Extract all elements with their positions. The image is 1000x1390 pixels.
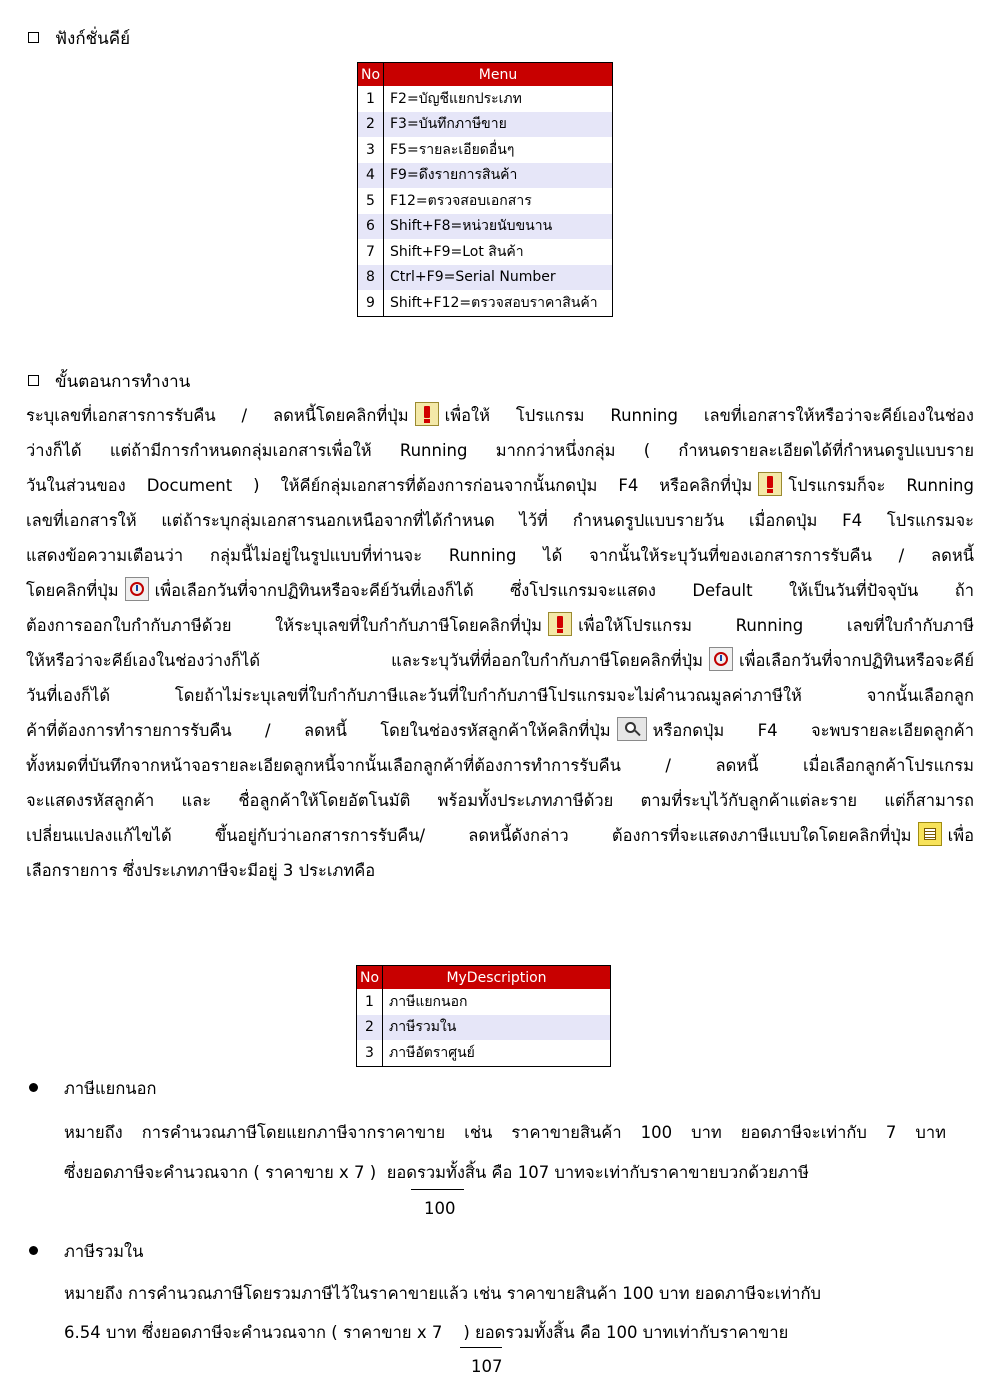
tax-type-table (356, 965, 611, 1067)
table-row[interactable] (358, 188, 613, 214)
bullet-dot-icon (29, 1083, 38, 1092)
list-select-button-icon[interactable] (918, 822, 942, 846)
procedure-paragraph (26, 398, 974, 888)
paragraph-line: เปลี่ยนแปลงแก้ไขได้ ขึ้นอยู่กับว่าเอกสารการรับคืน/ ลดหนี้ดังกล่าว ต้องการที่จะแสดงภาษีแบบใดโดยคลิกที่ปุ่ม เพื่อ (26, 818, 974, 853)
row-label: Shift+F8=หน่วยนับขนาน (384, 214, 613, 240)
running-number-button-icon[interactable] (758, 472, 782, 496)
paragraph-line: จะแสดงรหัสลูกค้า และ ชื่อลูกค้าให้โดยอัตโนมัติ พร้อมทั้งประเภทภาษีด้วย ตามที่ระบุไว้กับลูกค้าแต่ละราย แต่ก็สามารถ (26, 791, 974, 810)
bullet-formula-line: ซึ่งยอดภาษีจะคำนวณจาก ( ราคาขาย x 7 ) ยอดรวมทั้งสิ้น คือ 107 บาทจะเท่ากับราคาขายบวกด้วยภาษี (64, 1163, 809, 1182)
table-row[interactable] (358, 265, 613, 291)
table-row[interactable] (358, 163, 613, 189)
paragraph-line: ระบุเลขที่เอกสารการรับคืน / ลดหนี้โดยคลิกที่ปุ่ม เพื่อให้ โปรแกรม Running เลขที่เอกสารให้หรือว่าจะคีย์เองในช่อง (26, 398, 974, 433)
row-number: 6 (358, 214, 384, 240)
table-row[interactable] (358, 290, 613, 316)
table-row[interactable] (357, 989, 611, 1015)
row-label: F3=บันทึกภาษีขาย (384, 112, 613, 138)
fraction-denominator: 107 (471, 1357, 503, 1376)
row-number: 2 (357, 1015, 383, 1041)
paragraph-line: โดยคลิกที่ปุ่ม เพื่อเลือกวันที่จากปฏิทินหรือจะคีย์วันที่เองก็ได้ ซึ่งโปรแกรมจะแสดง Default ให้เป็นวันที่ปัจจุบัน ถ้า (26, 573, 974, 608)
table-header-row (357, 966, 611, 990)
table-row[interactable] (358, 86, 613, 112)
row-number: 2 (358, 112, 384, 138)
row-label: ภาษีแยกนอก (389, 993, 468, 1010)
section-title: ฟังก์ชั่นคีย์ (55, 29, 131, 49)
table-row[interactable] (358, 239, 613, 265)
row-number: 8 (358, 265, 384, 291)
row-number: 3 (357, 1040, 383, 1066)
row-label: F5=รายละเอียดอื่นๆ (390, 141, 515, 158)
fraction-line (460, 1347, 502, 1348)
column-header-no: No (358, 63, 384, 87)
row-number: 5 (358, 188, 384, 214)
row-number: 1 (357, 989, 383, 1015)
bullet-dot-icon (29, 1246, 38, 1255)
paragraph-line: เลขที่เอกสารให้ แต่ถ้าระบุกลุ่มเอกสารนอกเหนือจากที่ได้กำหนด ไว้ที่ กำหนดรูปแบบรายวัน เมื่อกดปุ่ม F4 โปรแกรมจะ (26, 511, 974, 530)
row-number: 9 (358, 290, 384, 316)
section-title: ขั้นตอนการทำงาน (55, 372, 191, 392)
row-number: 7 (358, 239, 384, 265)
column-header-description: MyDescription (383, 966, 611, 990)
checkbox-bullet-icon (28, 375, 39, 386)
calendar-button-icon[interactable] (125, 577, 149, 601)
running-number-button-icon[interactable] (548, 612, 572, 636)
running-number-button-icon[interactable] (415, 402, 439, 426)
row-label: Ctrl+F9=Serial Number (384, 265, 613, 291)
fraction-denominator: 100 (424, 1199, 456, 1218)
bullet-description-line: หมายถึง การคำนวณภาษีโดยรวมภาษีไว้ในราคาขายแล้ว เช่น ราคาขายสินค้า 100 บาท ยอดภาษีจะเท่ากับ (64, 1284, 821, 1303)
paragraph-line: ต้องการออกใบกำกับภาษีด้วย ให้ระบุเลขที่ใบกำกับภาษีโดยคลิกที่ปุ่ม เพื่อให้โปรแกรม Running เลขที่ใบกำกับภาษี (26, 608, 974, 643)
calendar-button-icon[interactable] (709, 647, 733, 671)
table-row[interactable] (358, 112, 613, 138)
paragraph-line: แสดงข้อความเตือนว่า กลุ่มนี้ไม่อยู่ในรูปแบบที่ท่านจะ Running ได้ จากนั้นให้ระบุวันที่ของเอกสารการรับคืน / ลดหนี้ (26, 546, 974, 565)
paragraph-line: ค้าที่ต้องการทำรายการรับคืน / ลดหนี้ โดยในช่องรหัสลูกค้าให้คลิกที่ปุ่ม หรือกดปุ่ม F4 จะพบรายละเอียดลูกค้า (26, 713, 974, 748)
search-button-icon[interactable] (617, 717, 647, 741)
bullet-title: ภาษีแยกนอก (64, 1079, 157, 1098)
paragraph-line: วันในส่วนของ Document ) ให้คีย์กลุ่มเอกสารที่ต้องการก่อนจากนั้นกดปุ่ม F4 หรือคลิกที่ปุ่ม โปรแกรมก็จะ Running (26, 468, 974, 503)
row-label: Shift+F12=ตรวจสอบราคาสินค้า (390, 294, 598, 311)
bullet-formula-line: 6.54 บาท ซึ่งยอดภาษีจะคำนวณจาก ( ราคาขาย x 7 ) ยอดรวมทั้งสิ้น คือ 100 บาทเท่ากับราคาขาย (64, 1323, 789, 1342)
fraction-line (411, 1189, 464, 1190)
table-row[interactable] (358, 137, 613, 163)
column-header-menu: Menu (384, 63, 613, 87)
section-heading-procedure (28, 368, 190, 395)
table-row[interactable] (358, 214, 613, 240)
function-key-menu-table (357, 62, 613, 317)
column-header-no: No (357, 966, 383, 990)
row-number: 3 (358, 137, 384, 163)
section-heading-function-keys (28, 25, 130, 52)
row-label: Shift+F9=Lot สินค้า (390, 243, 524, 260)
row-label: ภาษีรวมใน (383, 1015, 611, 1041)
checkbox-bullet-icon (28, 32, 39, 43)
table-row[interactable] (357, 1040, 611, 1066)
row-label: ภาษีอัตราศูนย์ (389, 1044, 475, 1061)
row-number: 1 (358, 86, 384, 112)
row-label: F12=ตรวจสอบเอกสาร (390, 192, 532, 209)
paragraph-line: เลือกรายการ ซึ่งประเภทภาษีจะมีอยู่ 3 ประเภทคือ (26, 861, 376, 880)
paragraph-line: ทั้งหมดที่บันทึกจากหน้าจอรายละเอียดลูกหนี้จากนั้นเลือกลูกค้าที่ต้องการทำการรับคืน / ลดหนี้ เมื่อเลือกลูกค้าโปรแกรม (26, 756, 974, 775)
table-row[interactable] (357, 1015, 611, 1041)
bullet-description-line: หมายถึง การคำนวณภาษีโดยแยกภาษีจากราคาขาย เช่น ราคาขายสินค้า 100 บาท ยอดภาษีจะเท่ากับ 7 บาท (64, 1123, 946, 1142)
row-number: 4 (358, 163, 384, 189)
paragraph-line: ให้หรือว่าจะคีย์เองในช่องว่างก็ได้ และระบุวันที่ที่ออกใบกำกับภาษีโดยคลิกที่ปุ่ม เพื่อเลือกวันที่จากปฏิทินหรือจะคีย์ (26, 643, 974, 678)
paragraph-line: วันที่เองก็ได้ โดยถ้าไม่ระบุเลขที่ใบกำกับภาษีและวันที่ใบกำกับภาษีโปรแกรมจะไม่คำนวณมูลค่าภาษีให้ จากนั้นเลือกลูก (26, 686, 974, 705)
paragraph-line: ว่างก็ได้ แต่ถ้ามีการกำหนดกลุ่มเอกสารเพื่อให้ Running มากกว่าหนึ่งกลุ่ม ( กำหนดรายละเอียดได้ที่กำหนดรูปแบบราย (26, 441, 974, 460)
row-label: F9=ดึงรายการสินค้า (384, 163, 613, 189)
table-header-row (358, 63, 613, 87)
row-label: F2=บัญชีแยกประเภท (390, 90, 522, 107)
bullet-title: ภาษีรวมใน (64, 1242, 144, 1261)
